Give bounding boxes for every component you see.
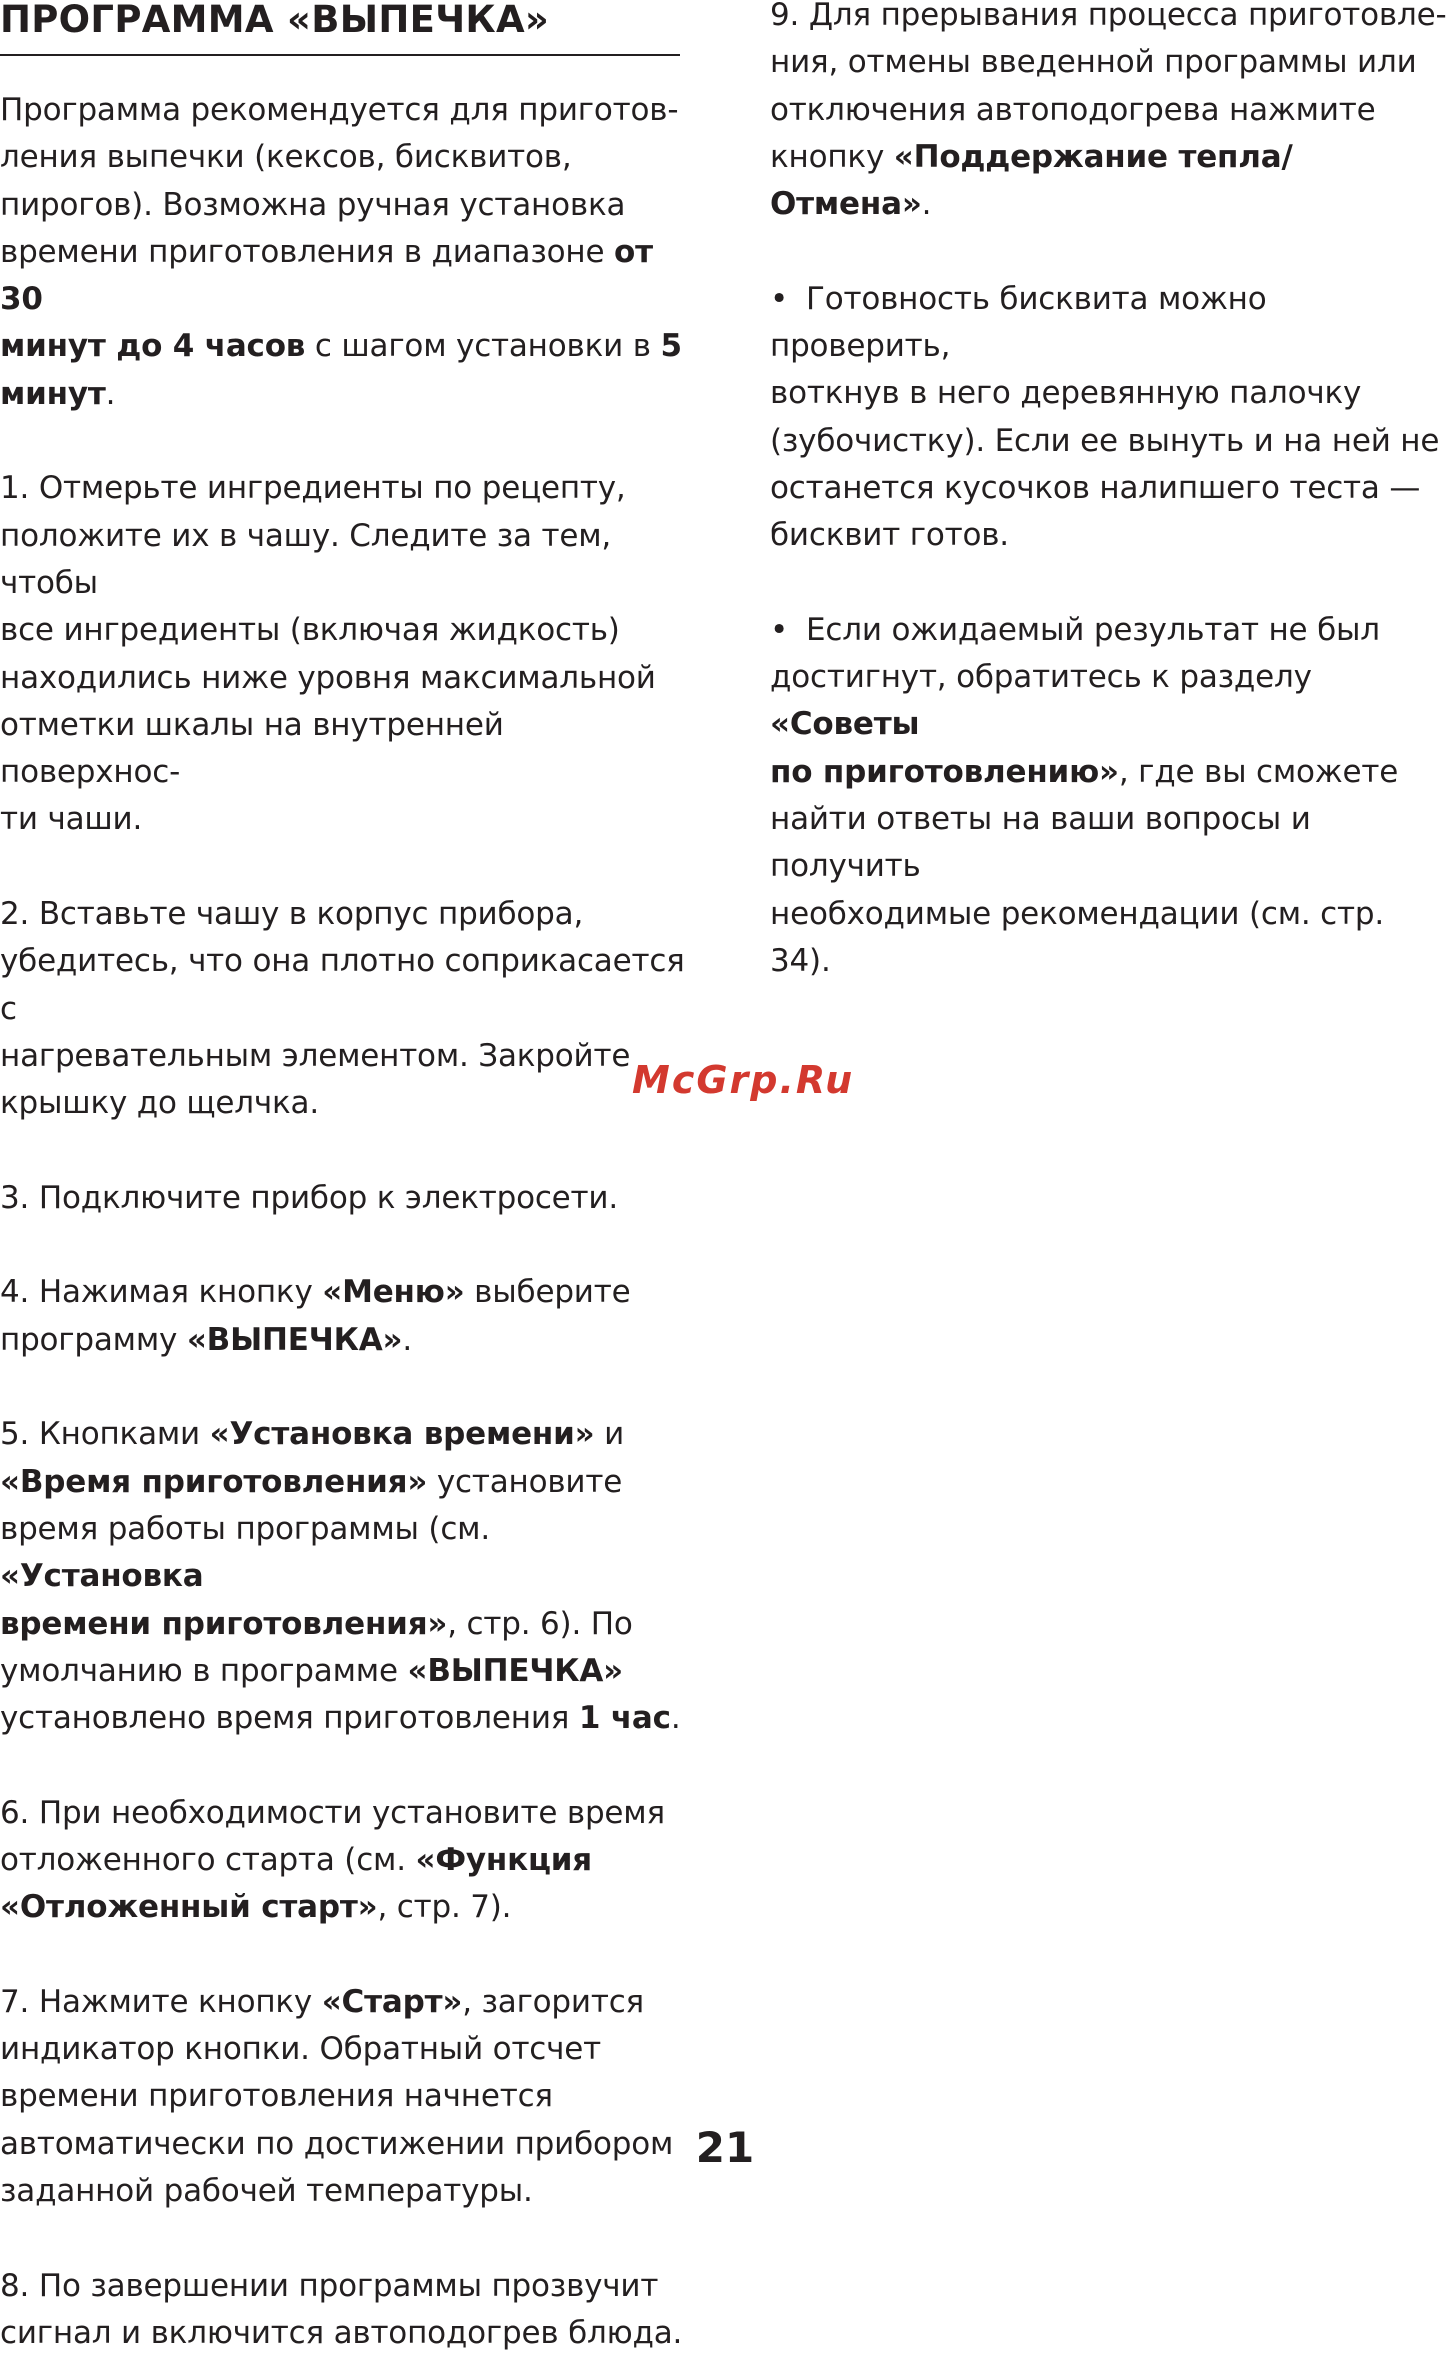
step-emphasis: «Установка времени приготовления» (0, 1558, 448, 1642)
step-text: и (604, 1416, 625, 1453)
step-text: 5. Кнопками (0, 1416, 210, 1453)
step-7 (0, 1979, 690, 2215)
step-emphasis: «Установка времени» (209, 1416, 595, 1453)
step-3: 3. Подключите прибор к электросети. (0, 1179, 619, 1216)
tip-text: Готовность бисквита можно проверить, воткнув в него деревянную палочку (зубочистку). Если ее вынуть и на ней не останется кусочков налипшего теста — бисквит готов. (770, 280, 1440, 554)
page-title: ПРОГРАММА «ВЫПЕЧКА» (0, 0, 550, 41)
tip-text: , где вы сможете найти ответы на ваши вопросы и получить необходимые рекомендации (см. стр. 34). (770, 753, 1399, 979)
tip-text: Если ожидаемый результат не был достигнут, обратитесь к разделу (770, 611, 1380, 696)
step-emphasis: «ВЫПЕЧКА» (186, 1321, 403, 1358)
intro-step: 5 минут (0, 328, 682, 412)
step-emphasis: «Время приготовления» (0, 1463, 428, 1500)
step-text: . (670, 1700, 681, 1737)
intro-range: от 30 минут до 4 часов (0, 233, 653, 365)
bullet-icon: • (770, 280, 789, 317)
step-5 (0, 1411, 690, 1742)
step-emphasis: «Старт» (321, 1983, 463, 2020)
watermark: McGrp.Ru (632, 1058, 855, 1102)
step-emphasis: «ВЫПЕЧКА» (407, 1652, 624, 1689)
step-4 (0, 1269, 690, 1364)
step-6 (0, 1790, 690, 1932)
step-text: установите время работы программы (см. (0, 1463, 623, 1547)
step-text: , стр. 6). По умолчанию в программе (0, 1605, 633, 1689)
step-emphasis: «Функция «Отложенный старт» (0, 1841, 592, 1926)
step-text: . (921, 186, 932, 223)
step-2: 2. Вставьте чашу в корпус прибора, убедитесь, что она плотно соприкасается с нагревательным элементом. Закройте крышку до щелчка. (0, 896, 685, 1122)
left-column (0, 0, 690, 2357)
step-emphasis: «Меню» (322, 1274, 465, 1311)
step-1: 1. Отмерьте ингредиенты по рецепту, положите их в чашу. Следите за тем, чтобы все ингредиенты (включая жидкость) находились ниже уровня максимальной отметки шкалы на внутренней поверхнос- ти чаши. (0, 470, 656, 838)
step-9 (770, 0, 1450, 228)
step-8: 8. По завершении программы прозвучит сигнал и включится автоподогрев блюда. (0, 2267, 683, 2351)
step-emphasis: 1 час (578, 1700, 671, 1737)
step-text: . (402, 1321, 413, 1358)
tip-emphasis: «Советы по приготовлению» (770, 706, 1119, 790)
page-number: 21 (695, 2123, 755, 2172)
tip-1 (770, 276, 1450, 560)
intro-text: с шагом установки в (305, 328, 661, 365)
intro-paragraph (0, 87, 690, 418)
tip-2 (770, 607, 1450, 985)
step-text: , стр. 7). (377, 1889, 512, 1926)
step-text: , загорится индикатор кнопки. Обратный отсчет времени приготовления начнется автоматически по достижении прибором заданной рабочей температуры. (0, 1983, 674, 2210)
right-column (770, 0, 1450, 985)
title-divider (0, 54, 680, 56)
step-text: выберите программу (0, 1274, 631, 1358)
step-text: установлено время приготовления (0, 1700, 570, 1737)
step-text: 6. При необходимости установите время отложенного старта (см. (0, 1794, 665, 1878)
step-text: 7. Нажмите кнопку (0, 1983, 322, 2020)
intro-text: Программа рекомендуется для приготов- ления выпечки (кексов, бисквитов, пирогов). Возможна ручная установка времени приготовления в диапазоне (0, 92, 679, 270)
step-emphasis: «Поддержание тепла/Отмена» (770, 138, 1293, 223)
step-text: 9. Для прерывания процесса приготовле- ния, отмены введенной программы или отключения автоподогрева нажмите кнопку (770, 0, 1447, 175)
bullet-icon: • (770, 611, 789, 648)
step-text: 4. Нажимая кнопку (0, 1274, 323, 1311)
intro-text: . (105, 375, 116, 412)
